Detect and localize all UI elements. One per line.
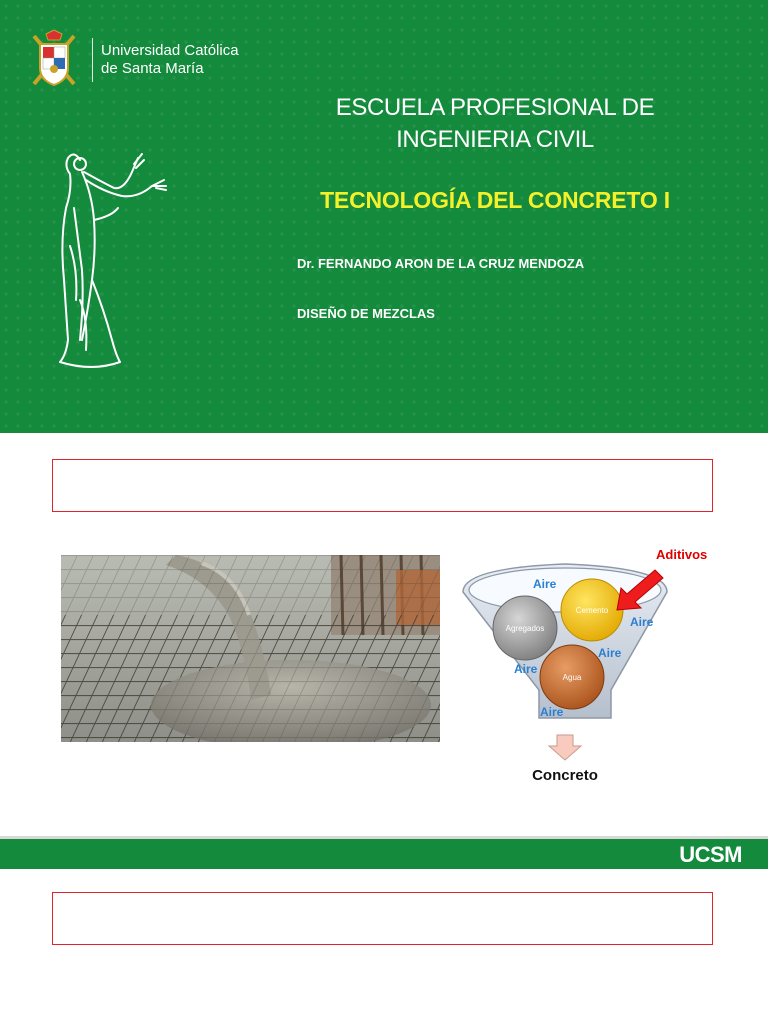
university-name-line2: de Santa María	[101, 60, 204, 77]
water-label: Agua	[562, 673, 582, 682]
air-label-top: Aire	[533, 577, 557, 591]
aggregates-label: Agregados	[505, 624, 545, 633]
logo-divider	[92, 38, 93, 82]
down-arrow-icon	[549, 735, 581, 760]
air-label-right: Aire	[630, 615, 654, 629]
additives-label: Aditivos	[656, 547, 708, 562]
course-title: TECNOLOGÍA DEL CONCRETO I	[320, 187, 670, 213]
concrete-components-diagram	[455, 540, 735, 790]
school-title-line2: INGENIERIA CIVIL	[396, 126, 594, 153]
air-label-left: Aire	[514, 662, 538, 676]
brand-logo-text: UCSM	[679, 842, 742, 867]
university-name-line1: Universidad Católica	[101, 42, 239, 59]
author-name: Dr. FERNANDO ARON DE LA CRUZ MENDOZA	[297, 256, 585, 271]
topic-title: DISEÑO DE MEZCLAS	[297, 306, 435, 321]
footer-bar	[0, 836, 768, 869]
school-title	[250, 92, 740, 156]
university-crest-icon	[26, 30, 82, 90]
university-name	[101, 42, 239, 78]
school-title-line1: ESCUELA PROFESIONAL DE	[335, 94, 655, 121]
title-slide	[0, 0, 768, 433]
virgin-figure-icon	[52, 150, 177, 375]
air-label-middle: Aire	[598, 646, 622, 660]
empty-title-box	[52, 459, 713, 512]
air-label-bottom: Aire	[540, 705, 564, 719]
concrete-pour-photo	[61, 555, 440, 742]
empty-title-box-2	[52, 892, 713, 945]
cement-label: Cemento	[575, 606, 609, 615]
university-logo	[26, 30, 239, 90]
concrete-output-label: Concreto	[532, 767, 598, 784]
